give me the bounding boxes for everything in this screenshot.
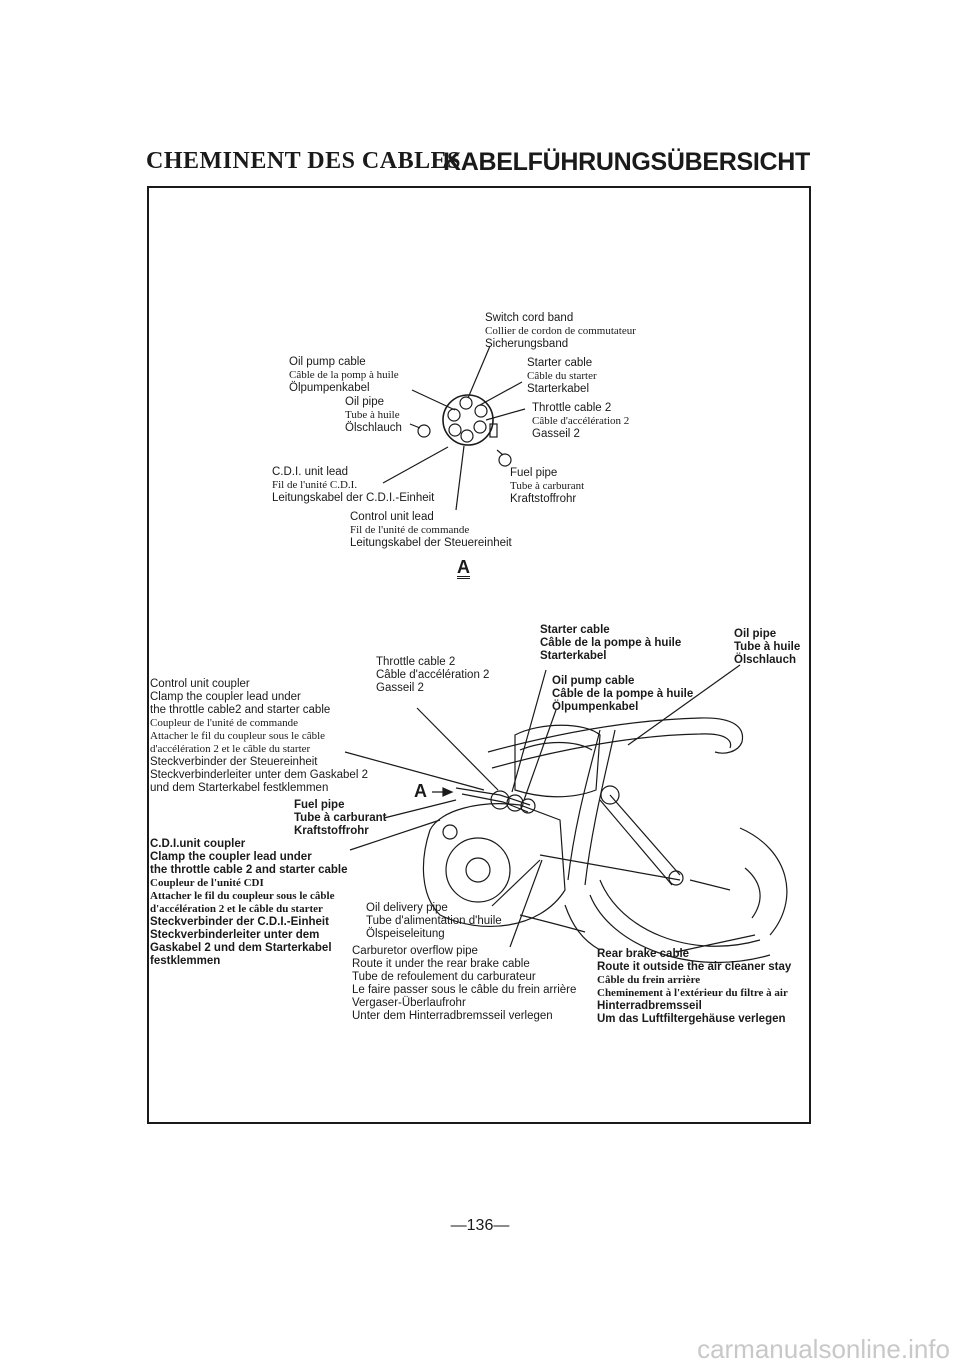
label-de: Ölpumpenkabel (552, 701, 639, 713)
label-oil-pipe (345, 396, 402, 435)
label-de: festklemmen (150, 955, 221, 967)
view-arrow-a: A (414, 781, 427, 801)
label-de: Hinterradbremsseil (597, 1000, 702, 1012)
label-oil-pipe-engine (734, 628, 800, 667)
page-title-german: KABELFÜHRUNGSÜBERSICHT (442, 148, 810, 176)
label-en: Clamp the coupler lead under (150, 851, 312, 863)
label-fr: Câble d'accélération 2 (376, 669, 490, 681)
page-number: —136— (450, 1217, 510, 1234)
label-fr: Tube de refoulement du carburateur (352, 971, 536, 983)
label-de: Starterkabel (540, 650, 607, 662)
label-de: Sicherungsband (485, 338, 569, 350)
label-fr: Coupleur de l'unité de commande (150, 717, 298, 729)
label-en: C.D.I. unit lead (272, 466, 349, 478)
label-fr: Coupleur de l'unité CDI (150, 877, 264, 889)
label-en: Control unit lead (350, 511, 434, 523)
label-de: Ölschlauch (734, 654, 796, 666)
label-en: Oil pump cable (552, 675, 635, 687)
label-control-unit-lead (350, 511, 512, 550)
label-fr: Câble d'accélération 2 (532, 415, 630, 427)
label-en: Throttle cable 2 (532, 402, 612, 414)
label-de: und dem Starterkabel festklemmen (150, 782, 329, 794)
label-de: Unter dem Hinterradbremsseil verlegen (352, 1010, 553, 1022)
label-oil-delivery-pipe (366, 902, 502, 941)
label-en: Route it outside the air cleaner stay (597, 961, 792, 973)
label-de: Ölschlauch (345, 422, 402, 434)
label-en: Starter cable (540, 624, 610, 636)
label-fr: Tube à huile (734, 641, 801, 653)
label-fr: Câble de la pomp à huile (289, 369, 399, 381)
label-de: Starterkabel (527, 383, 590, 395)
label-control-unit-coupler (150, 678, 368, 795)
label-en: Fuel pipe (510, 467, 558, 479)
label-cdi-unit-lead (272, 466, 434, 505)
label-en: Route it under the rear brake cable (352, 958, 530, 970)
label-en: Carburetor overflow pipe (352, 945, 478, 957)
label-en: C.D.I.unit coupler (150, 838, 246, 850)
label-rear-brake-cable (597, 948, 791, 1026)
label-de: Steckverbinder der C.D.I.-Einheit (150, 916, 329, 928)
label-fr: d'accélération 2 et le câble du starter (150, 743, 311, 755)
label-fuel-pipe-engine (294, 799, 386, 838)
label-en: Switch cord band (485, 312, 574, 324)
label-fr: Collier de cordon de commutateur (485, 325, 636, 337)
label-fr: Câble de la pompe à huile (552, 688, 694, 700)
label-de: Gaskabel 2 und dem Starterkabel (150, 942, 332, 954)
section-mark-a: A (457, 557, 470, 577)
label-en: Starter cable (527, 357, 593, 369)
label-fr: Cheminement à l'extérieur du filtre à air (597, 987, 788, 999)
label-fr: Le faire passer sous le câble du frein arrière (352, 984, 577, 996)
label-en: Rear brake cable (597, 948, 690, 960)
label-carburetor-overflow-pipe (352, 945, 576, 1023)
label-fr: Fil de l'unité de commande (350, 524, 470, 536)
label-de: Steckverbinderleiter unter dem Gaskabel 2 (150, 769, 368, 781)
label-de: Gasseil 2 (376, 682, 424, 694)
label-en: Oil pump cable (289, 356, 366, 368)
label-fr: Tube à carburant (294, 812, 387, 824)
label-oil-pump-cable-engine (552, 675, 693, 714)
label-en: Throttle cable 2 (376, 656, 456, 668)
label-en: Oil pipe (734, 628, 777, 640)
label-fr: Câble de la pompe à huile (540, 637, 682, 649)
label-fr: Tube à carburant (510, 480, 585, 492)
label-fr: Tube d'alimentation d'huile (366, 915, 502, 927)
watermark: carmanualsonline.info (697, 1334, 950, 1364)
label-en: Oil pipe (345, 396, 384, 408)
label-de: Kraftstoffrohr (294, 825, 369, 837)
label-fr: Câble du frein arrière (597, 974, 701, 986)
label-fr: Fil de l'unité C.D.I. (272, 479, 358, 491)
label-de: Leitungskabel der C.D.I.-Einheit (272, 492, 435, 504)
label-de: Gasseil 2 (532, 428, 580, 440)
label-starter-cable-engine (540, 624, 681, 663)
label-en: Fuel pipe (294, 799, 345, 811)
label-de: Steckverbinderleiter unter dem (150, 929, 320, 941)
label-fr: d'accélération 2 et le câble du starter (150, 903, 323, 915)
label-fuel-pipe-detail (510, 467, 584, 506)
label-throttle-cable-2-engine (376, 656, 489, 695)
label-de: Um das Luftfiltergehäuse verlegen (597, 1013, 786, 1025)
label-cdi-unit-coupler (150, 838, 347, 968)
label-fr: Attacher le fil du coupleur sous le câble (150, 730, 326, 742)
label-en: Oil delivery pipe (366, 902, 448, 914)
label-de: Kraftstoffrohr (510, 493, 577, 505)
label-fr: Tube à huile (345, 409, 400, 421)
label-oil-pump-cable (289, 356, 399, 395)
label-de: Ölspeiseleitung (366, 928, 445, 940)
page-title-french: CHEMINENT DES CABLES (146, 148, 461, 174)
label-en: Clamp the coupler lead under (150, 691, 301, 703)
label-en: the throttle cable2 and starter cable (150, 704, 331, 716)
label-de: Steckverbinder der Steuereinheit (150, 756, 318, 768)
label-en: the throttle cable 2 and starter cable (150, 864, 348, 876)
label-de: Vergaser-Überlaufrohr (352, 997, 466, 1009)
label-de: Leitungskabel der Steuereinheit (350, 537, 512, 549)
label-en: Control unit coupler (150, 678, 250, 690)
label-switch-cord-band (485, 312, 636, 351)
label-de: Ölpumpenkabel (289, 382, 370, 394)
label-starter-cable (527, 357, 597, 396)
label-fr: Câble du starter (527, 370, 597, 382)
label-throttle-cable-2 (532, 402, 629, 441)
label-fr: Attacher le fil du coupleur sous le câble (150, 890, 335, 902)
